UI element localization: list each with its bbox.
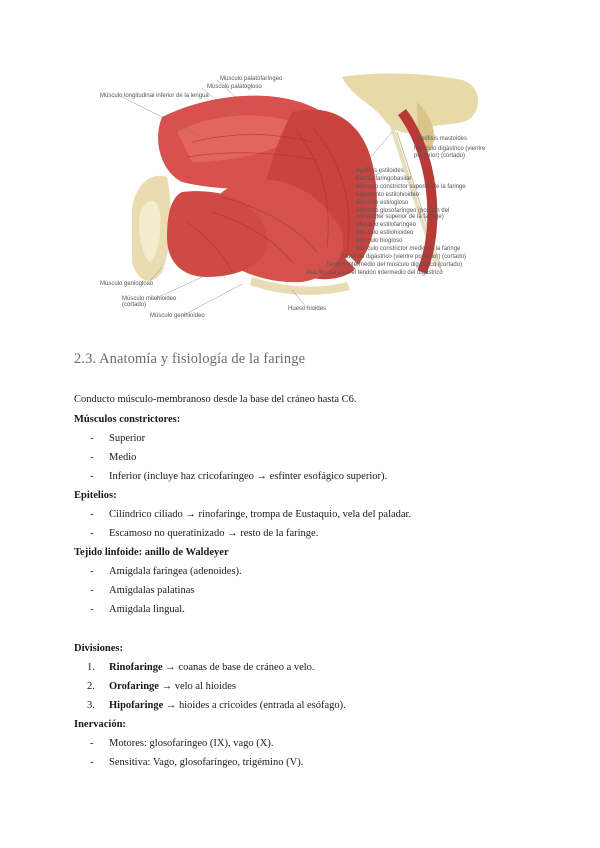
division-desc: → coanas de base de cráneo a velo. <box>162 662 315 673</box>
svg-text:Músculo hiogloso: Músculo hiogloso <box>356 238 403 244</box>
list-item <box>109 681 236 692</box>
bullet-dash: - <box>90 452 94 463</box>
list-item: Inferior (incluye haz cricofaríngeo → esfínter esofágico superior). <box>109 471 388 482</box>
list-number: 3. <box>87 700 95 711</box>
svg-text:posterior) (cortado): posterior) (cortado) <box>414 153 466 159</box>
list-item <box>109 662 315 673</box>
svg-text:Fascia faringobasilar: Fascia faringobasilar <box>356 176 412 182</box>
list-item <box>109 700 346 711</box>
svg-text:Músculo constrictor medio de l: Músculo constrictor medio de la faringe <box>356 246 461 252</box>
svg-text:Músculo genihioideo: Músculo genihioideo <box>150 313 205 319</box>
bullet-dash: - <box>90 433 94 444</box>
divisiones-heading: Divisiones: <box>74 643 124 654</box>
list-item: Amígdala faríngea (adenoides). <box>109 566 242 577</box>
svg-text:Músculo estilofaríngeo: Músculo estilofaríngeo <box>356 222 417 228</box>
svg-text:Músculo estilohioideo: Músculo estilohioideo <box>356 230 414 236</box>
division-desc: → hioides a cricoides (entrada al esófago). <box>163 700 346 711</box>
section-title: 2.3. Anatomía y fisiología de la faringe <box>74 351 306 367</box>
bullet-dash: - <box>90 528 94 539</box>
svg-text:Músculo longitudinal inferior: Músculo longitudinal inferior de la lengua <box>100 93 209 99</box>
list-item: Sensitiva: Vago, glosofaríngeo, trigémino (V). <box>109 757 304 768</box>
svg-text:Músculo digástrico (vientre po: Músculo digástrico (vientre posterior) (cortado) <box>342 254 467 260</box>
list-item: Motores: glosofaríngeo (IX), vago (X). <box>109 738 274 749</box>
list-item: Superior <box>109 433 146 444</box>
bullet-dash: - <box>90 509 94 520</box>
svg-text:constrictor superior de la far: constrictor superior de la faringe) <box>356 214 444 220</box>
list-item: Escamoso no queratinizado → resto de la faringe. <box>109 528 319 539</box>
list-item: Amígdalas palatinas <box>109 585 195 596</box>
division-desc: → velo al hioides <box>158 681 236 692</box>
bullet-dash: - <box>90 757 94 768</box>
svg-text:Músculo glosofaríngeo (porción: Músculo glosofaríngeo (porción del <box>356 208 450 214</box>
list-item: Amígdala lingual. <box>109 604 185 615</box>
svg-text:Tendón intermedio del músculo: Tendón intermedio del músculo digástrico (cortado) <box>326 262 463 268</box>
bullet-dash: - <box>90 471 94 482</box>
svg-text:Músculo milohioideo: Músculo milohioideo <box>122 296 177 302</box>
intro-text: Conducto músculo-membranoso desde la base del cráneo hasta C6. <box>74 394 357 405</box>
svg-text:Apófisis mastoides: Apófisis mastoides <box>417 136 468 142</box>
bullet-dash: - <box>90 566 94 577</box>
list-item: Medio <box>109 452 137 463</box>
svg-text:Músculo palatofaríngeo: Músculo palatofaríngeo <box>220 76 283 82</box>
svg-text:Asa fibrosa para el tendón int: Asa fibrosa para el tendón intermedio del digástrico <box>306 270 443 276</box>
pharynx-muscles-illustration <box>92 72 508 327</box>
bullet-dash: - <box>90 604 94 615</box>
list-number: 2. <box>87 681 95 692</box>
division-term: Hipofaringe <box>109 700 164 711</box>
inervacion-heading: Inervación: <box>74 719 126 730</box>
svg-text:Músculo constrictor superior d: Músculo constrictor superior de la faringe <box>356 184 466 190</box>
svg-text:Músculo palatogloso: Músculo palatogloso <box>207 84 262 90</box>
tejido-heading: Tejido linfoide: anillo de Waldeyer <box>74 547 229 558</box>
bullet-dash: - <box>90 738 94 749</box>
svg-text:Hueso hioides: Hueso hioides <box>288 306 327 312</box>
svg-text:Músculo geniogloso: Músculo geniogloso <box>100 281 154 287</box>
svg-text:Apófisis estiloides: Apófisis estiloides <box>356 168 404 174</box>
svg-text:Ligamento estilohioideo: Ligamento estilohioideo <box>356 192 420 198</box>
anatomy-figure <box>92 72 508 327</box>
epitelios-heading: Epitelios: <box>74 490 117 501</box>
svg-text:Músculo digástrico (vientre: Músculo digástrico (vientre <box>414 146 486 152</box>
list-item: Cilíndrico ciliado → rinofaringe, trompa de Eustaquio, vela del paladar. <box>109 509 412 520</box>
list-number: 1. <box>87 662 95 673</box>
svg-text:(cortado): (cortado) <box>122 302 147 308</box>
constrictores-heading: Músculos constrictores: <box>74 414 181 425</box>
division-term: Rinofaringe <box>109 662 163 673</box>
svg-text:Músculo estilogloso: Músculo estilogloso <box>356 200 409 206</box>
bullet-dash: - <box>90 585 94 596</box>
division-term: Orofaringe <box>109 681 159 692</box>
